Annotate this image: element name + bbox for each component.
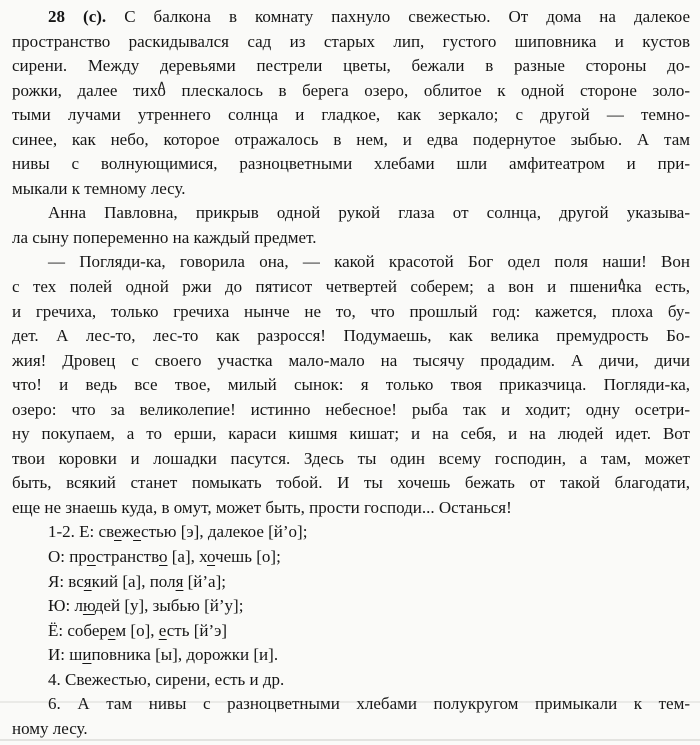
underlined-letter: я bbox=[83, 571, 92, 591]
text-block bbox=[12, 5, 690, 741]
underlined-letter: о bbox=[159, 547, 168, 567]
text-line: нивы с волнующимися, разноцветными хлебами шли амфитеатром и при- bbox=[12, 154, 690, 174]
text-line: сирени. Между деревьями пестрели цветы, бежали в разные стороны до- bbox=[12, 56, 690, 76]
text-line: 28 (с). С балкона в комнату пахнуло свежестью. От дома на далекое bbox=[48, 7, 690, 26]
text-line: ну покупаем, а то ерши, караси кишмя кишат; и на себя, и на людей идет. Вот bbox=[12, 424, 690, 444]
text-line: быть, всякий станет помыкать тобой. И ты хочешь бежать от такой благодати, bbox=[12, 473, 690, 493]
text-line: озеро: что за великолепие! истинно небесное! рыба так и ходит; одну осетри- bbox=[12, 399, 690, 419]
underlined-letter: е bbox=[107, 620, 116, 640]
text-line: тыми лучами утреннего солнца и гладкое, как зеркало; с другой — темно- bbox=[12, 105, 690, 125]
text-line: что! и ведь все твое, милый сынок: я только твоя приказчица. Погляди-ка, bbox=[12, 375, 690, 395]
scan-artifact-line bbox=[0, 739, 700, 741]
text-line: — Погляди-ка, говорила она, — какой красотой Бог одел поля наши! Вон bbox=[48, 252, 690, 272]
text-line: Ё: соберем [о], есть [й’э] bbox=[48, 620, 228, 640]
underlined-letter: и bbox=[82, 645, 92, 665]
text-line: мыкали к темному лесу. bbox=[12, 178, 186, 198]
text-line: с тех полей одной ржи до пятисот четвертей соберем; а вон и пшенич ∧ка есть, bbox=[12, 275, 690, 300]
text-line: 6. А там нивы с разноцветными хлебами полукругом примыкали к тем- bbox=[48, 694, 690, 714]
underlined-letter: е bbox=[114, 522, 122, 542]
text-line: пространство раскидывался сад из старых лип, густого шиповника и кустов bbox=[12, 31, 690, 51]
exercise-number: 28 (с). bbox=[48, 7, 107, 26]
underlined-letter: я bbox=[175, 571, 184, 591]
text-line: Ю: людей [у], зыбью [й’у]; bbox=[48, 596, 244, 616]
text-line: О: пространство [а], хочешь [о]; bbox=[48, 547, 281, 567]
caret-mark: ч ∧ bbox=[618, 277, 627, 296]
text-line: И: шиповника [ы], дорожки [и]. bbox=[48, 645, 279, 665]
text-line: рожки, далее тихо ∧ плескалось в берега озеро, облитое к одной стороне золо- bbox=[12, 79, 690, 104]
text-line: ному лесу. bbox=[12, 718, 88, 738]
underlined-letter: ю bbox=[82, 596, 95, 616]
text-line: Анна Павловна, прикрыв одной рукой глаза от солнца, другой указыва- bbox=[48, 203, 690, 223]
underlined-letter: е bbox=[158, 620, 167, 640]
underlined-letter: е bbox=[133, 522, 142, 542]
text-line: синее, как небо, которое отражалось в нем, и едва подернутое зыбью. А там bbox=[12, 129, 690, 149]
scan-artifact-line bbox=[0, 701, 700, 703]
underlined-letter: о bbox=[207, 547, 216, 567]
text-line: 4. Свежестью, сирени, есть и др. bbox=[48, 669, 285, 689]
text-line: дет. А лес-то, лес-то как разросся! Подумаешь, как велика премудрость Бо- bbox=[12, 326, 690, 346]
caret-mark: о ∧ bbox=[157, 81, 166, 100]
text-line: 1-2. Е: свежестью [э], далекое [й’о]; bbox=[48, 522, 308, 542]
text-line: твои коровки и лошадки пасутся. Здесь ты один всему господин, а там, может bbox=[12, 448, 690, 468]
text-line: еще не знаешь куда, в омут, может быть, прости господи... Останься! bbox=[12, 497, 512, 517]
text-line: Я: всякий [а], поля [й’а]; bbox=[48, 571, 226, 591]
text-line: и гречиха, только гречиха нынче не то, что прошлый год: кажется, плоха бу- bbox=[12, 301, 690, 321]
underlined-letter: о bbox=[86, 547, 96, 567]
text-line: жия! Дровец с своего участка мало-мало на тысячу продадим. А дичи, дичи bbox=[12, 350, 690, 370]
text-line: ла сыну попеременно на каждый предмет. bbox=[12, 227, 317, 247]
